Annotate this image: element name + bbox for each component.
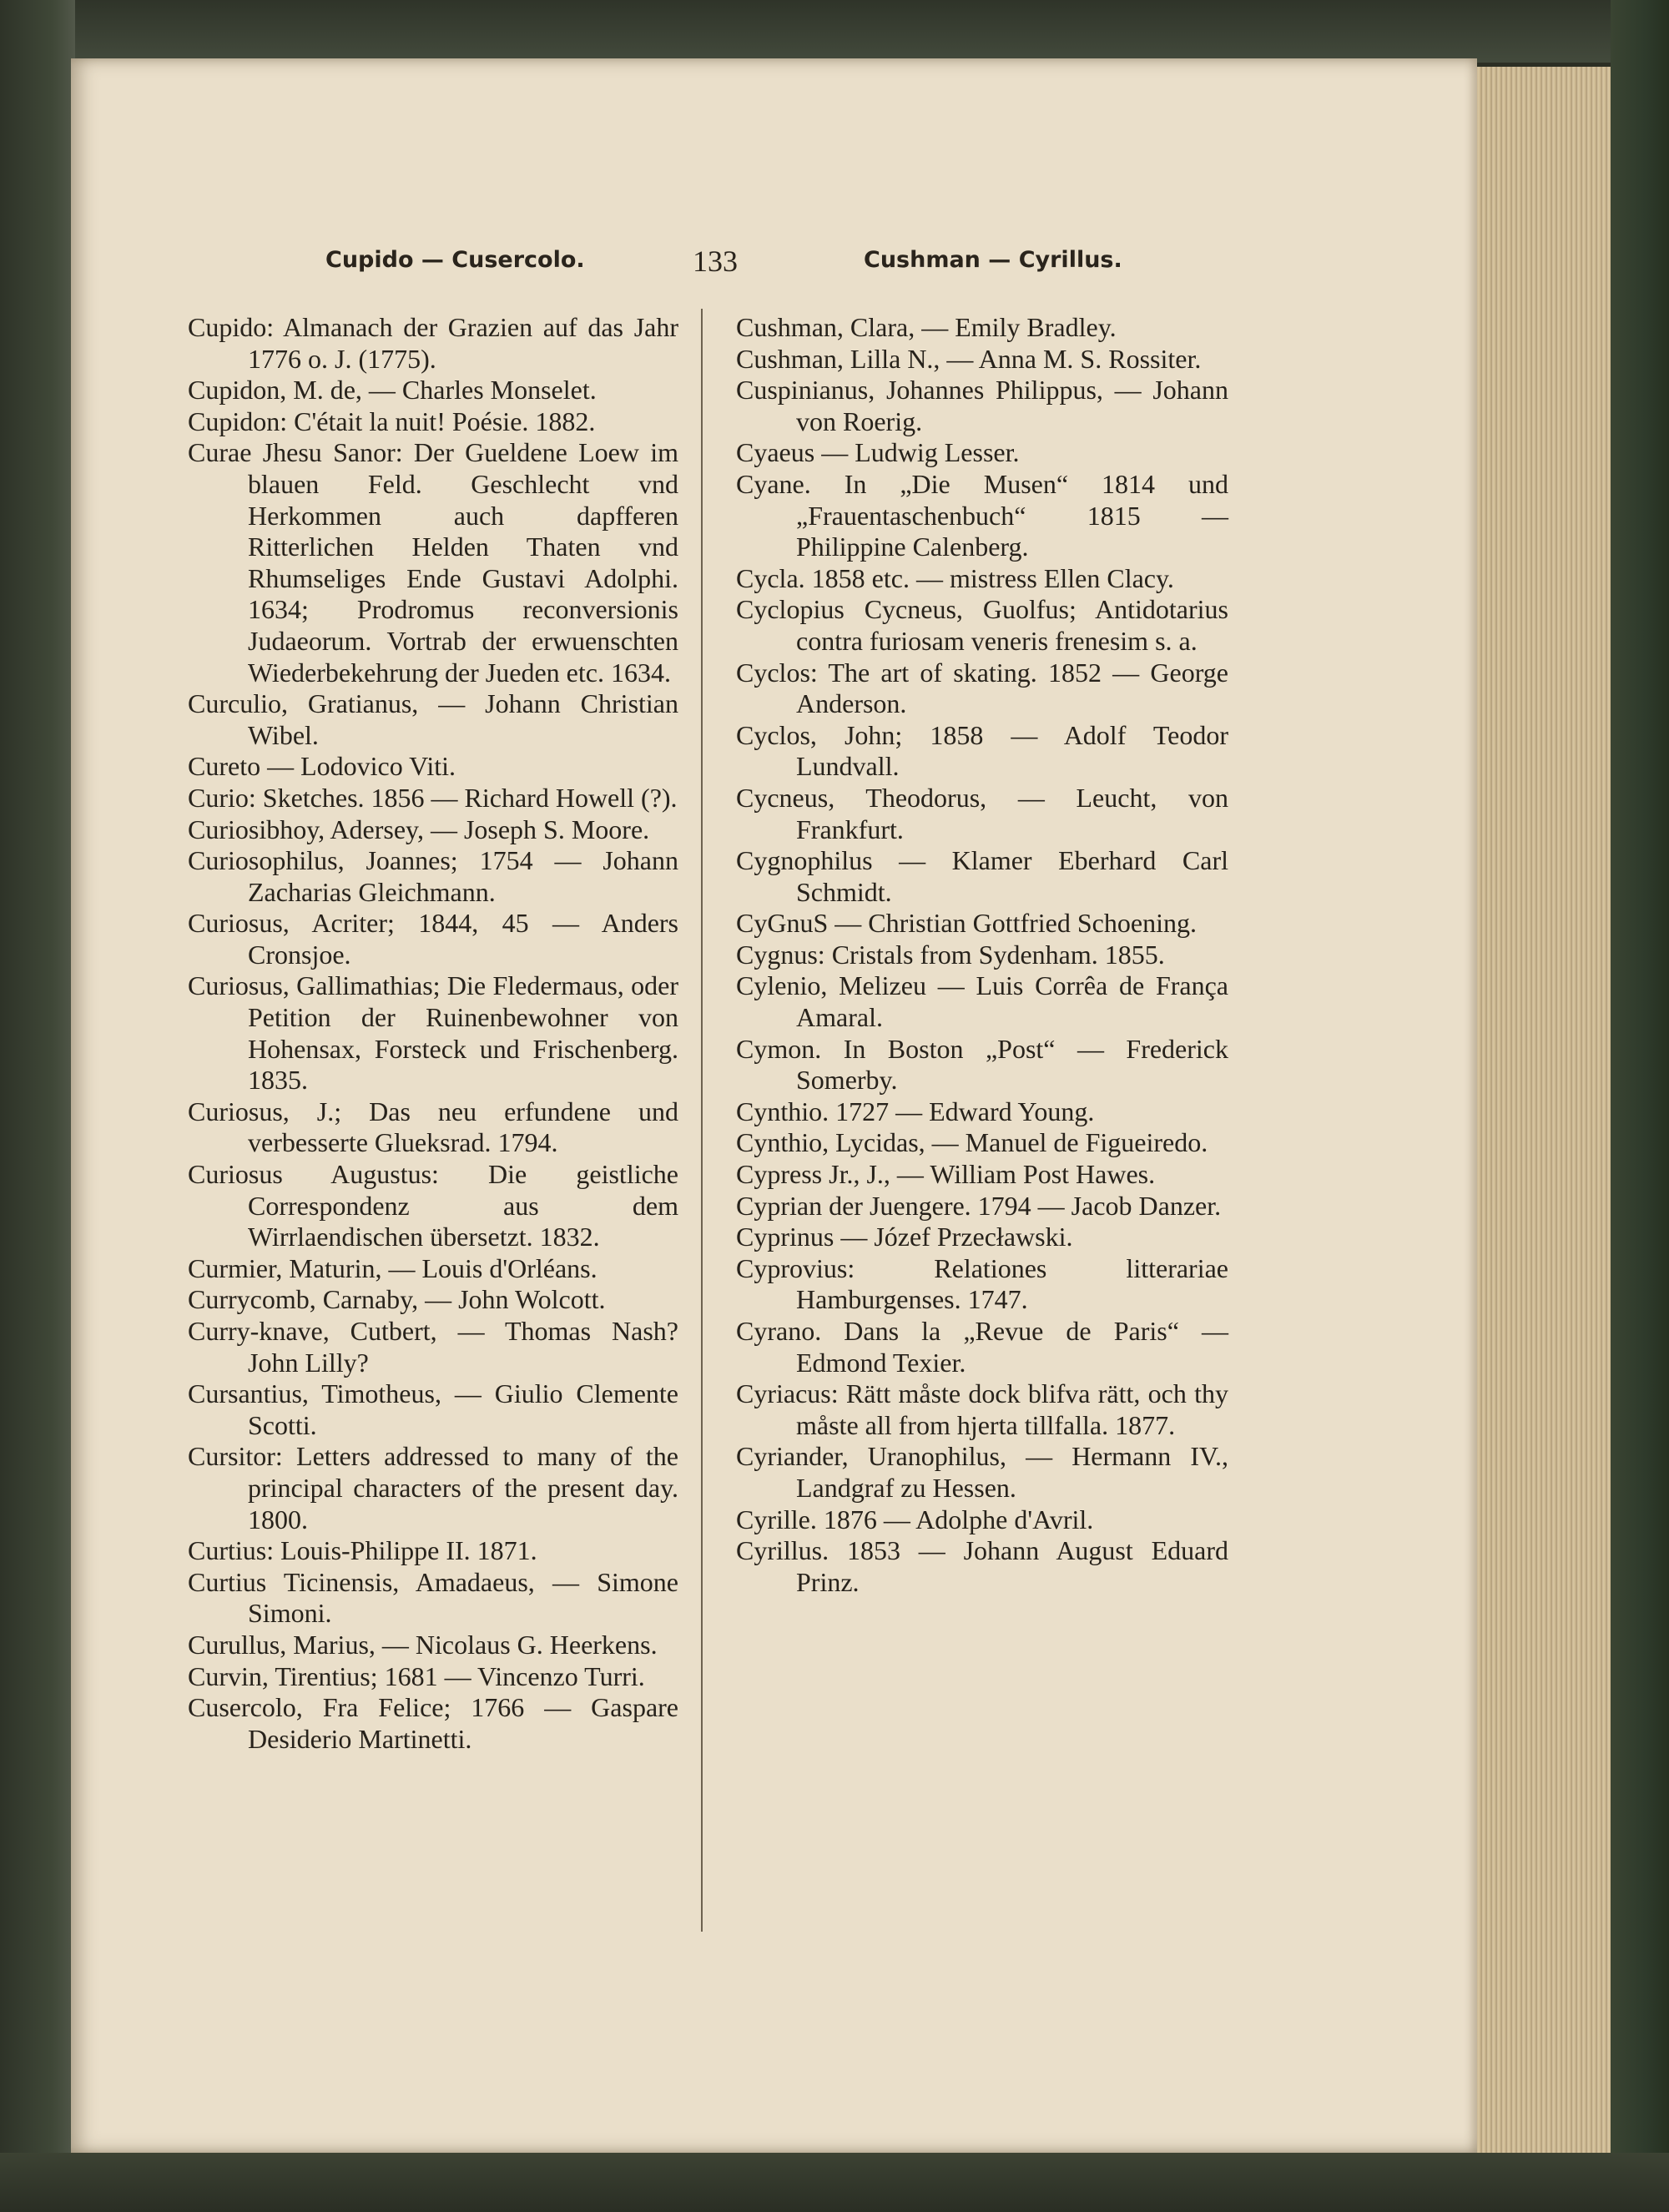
right-column bbox=[736, 312, 1228, 1598]
book-cover-right bbox=[1611, 0, 1669, 2212]
entry: Cyclos, John; 1858 — Adolf Teodor Lundvall. bbox=[736, 719, 1228, 782]
entry: Curae Jhesu Sanor: Der Gueldene Loew im blauen Feld. Geschlecht vnd Herkommen auch dapfferen Ritterlichen Helden Thaten vnd Rhumseliges Ende Gustavi Adolphi. 1634; Prodromus reconversionis Judaeorum. Vortrab der erwuenschten Wiederbekehrung der Jueden etc. 1634. bbox=[188, 437, 678, 688]
running-head-left: Cupido — Cusercolo. bbox=[325, 247, 585, 273]
entry: Curtius Ticinensis, Amadaeus, — Simone Simoni. bbox=[188, 1566, 678, 1629]
entry: Cursitor: Letters addressed to many of the principal characters of the present day. 1800. bbox=[188, 1441, 678, 1534]
entry: Cyrille. 1876 — Adolphe d'Avril. bbox=[736, 1504, 1094, 1534]
entry: Cushman, Clara, — Emily Bradley. bbox=[736, 312, 1117, 342]
entry: CyGnuS — Christian Gottfried Schoening. bbox=[736, 908, 1197, 939]
entry: Cursantius, Timotheus, — Giulio Clemente Scotti. bbox=[188, 1378, 678, 1440]
entry: Cypress Jr., J., — William Post Hawes. bbox=[736, 1159, 1156, 1190]
entry: Cynthio. 1727 — Edward Young. bbox=[736, 1096, 1095, 1126]
entry: Cyriander, Uranophilus, — Hermann IV., Landgraf zu Hessen. bbox=[736, 1441, 1228, 1503]
entry: Cupidon: C'était la nuit! Poésie. 1882. bbox=[188, 406, 596, 436]
entry: Cupido: Almanach der Grazien auf das Jahr 1776 o. J. (1775). bbox=[188, 312, 678, 374]
column-divider bbox=[701, 309, 703, 1932]
entry: Cylenio, Melizeu — Luis Corrêa de França Amaral. bbox=[736, 970, 1228, 1033]
entry: Curvin, Tirentius; 1681 — Vincenzo Turri. bbox=[188, 1660, 645, 1691]
left-column bbox=[188, 312, 678, 1755]
entry: Cyclos: The art of skating. 1852 — George Anderson. bbox=[736, 657, 1228, 719]
book-cover-bottom bbox=[0, 2153, 1669, 2212]
entry: Cyrillus. 1853 — Johann August Eduard Prinz. bbox=[736, 1535, 1228, 1597]
entry: Curtius: Louis-Philippe II. 1871. bbox=[188, 1535, 537, 1566]
entry: Cupidon, M. de, — Charles Monselet. bbox=[188, 375, 597, 406]
entry: Curiosus Augustus: Die geistliche Correspondenz aus dem Wirrlaendischen übersetzt. 1832. bbox=[188, 1159, 678, 1252]
entry: Curiosophilus, Joannes; 1754 — Johann Zacharias Gleichmann. bbox=[188, 845, 678, 907]
entry: Curullus, Marius, — Nicolaus G. Heerkens. bbox=[188, 1629, 658, 1660]
entry: Cycla. 1858 etc. — mistress Ellen Clacy. bbox=[736, 562, 1174, 593]
entry: Cushman, Lilla N., — Anna M. S. Rossiter. bbox=[736, 343, 1202, 374]
entry: Curio: Sketches. 1856 — Richard Howell (?). bbox=[188, 782, 678, 813]
entry: Cyriacus: Rätt måste dock blifva rätt, och thy måste all from hjerta tillfalla. 1877. bbox=[736, 1378, 1228, 1440]
entry: Cyprian der Juengere. 1794 — Jacob Danzer. bbox=[736, 1190, 1222, 1221]
entry: Cycneus, Theodorus, — Leucht, von Frankfurt. bbox=[736, 782, 1228, 844]
entry: Curiosus, Acriter; 1844, 45 — Anders Cronsjoe. bbox=[188, 908, 678, 970]
entry: Cyrano. Dans la „Revue de Paris“ — Edmond Texier. bbox=[736, 1316, 1228, 1378]
entry: Cyaeus — Ludwig Lesser. bbox=[736, 437, 1020, 468]
entry: Currycomb, Carnaby, — John Wolcott. bbox=[188, 1284, 606, 1315]
entry: Curiosibhoy, Adersey, — Joseph S. Moore. bbox=[188, 814, 650, 844]
entry: Cyprovius: Relationes litterariae Hamburgenses. 1747. bbox=[736, 1252, 1228, 1315]
entry: Curiosus, J.; Das neu erfundene und verbesserte Glueksrad. 1794. bbox=[188, 1096, 678, 1158]
entry: Cygnus: Cristals from Sydenham. 1855. bbox=[736, 939, 1165, 970]
entry: Curculio, Gratianus, — Johann Christian Wibel. bbox=[188, 688, 678, 750]
entry: Curiosus, Gallimathias; Die Fledermaus, oder Petition der Ruinenbewohner von Hohensax, Forsteck und Frischenberg. 1835. bbox=[188, 970, 678, 1096]
entry: Curmier, Maturin, — Louis d'Orléans. bbox=[188, 1252, 598, 1283]
entry: Cynthio, Lycidas, — Manuel de Figueiredo. bbox=[736, 1127, 1208, 1158]
page-edges bbox=[1473, 67, 1611, 2153]
entry: Curry-knave, Cutbert, — Thomas Nash? John Lilly? bbox=[188, 1316, 678, 1378]
entry: Cyclopius Cycneus, Guolfus; Antidotarius contra furiosam veneris frenesim s. a. bbox=[736, 594, 1228, 656]
book-cover-left bbox=[0, 0, 75, 2212]
entry: Cyprinus — Józef Przecławski. bbox=[736, 1222, 1073, 1252]
entry: Cymon. In Boston „Post“ — Frederick Somerby. bbox=[736, 1033, 1228, 1096]
running-head-right: Cushman — Cyrillus. bbox=[864, 247, 1122, 273]
entry: Cyane. In „Die Musen“ 1814 und „Frauentaschenbuch“ 1815 — Philippine Calenberg. bbox=[736, 468, 1228, 562]
book-cover-top bbox=[0, 0, 1669, 63]
entry: Cuspinianus, Johannes Philippus, — Johann von Roerig. bbox=[736, 375, 1228, 436]
entry: Cureto — Lodovico Viti. bbox=[188, 751, 456, 782]
page-number: 133 bbox=[693, 244, 738, 278]
entry: Cygnophilus — Klamer Eberhard Carl Schmidt. bbox=[736, 845, 1228, 907]
entry: Cusercolo, Fra Felice; 1766 — Gaspare Desiderio Martinetti. bbox=[188, 1692, 678, 1754]
